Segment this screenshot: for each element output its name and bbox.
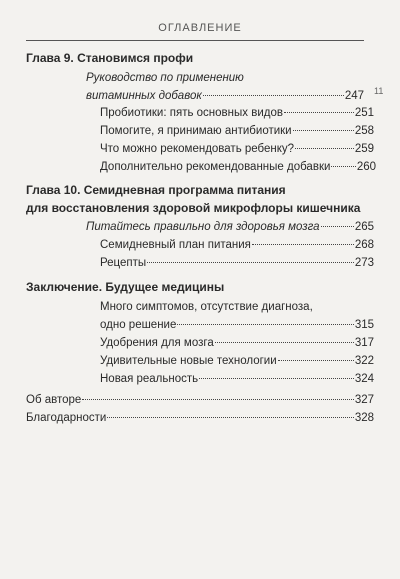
toc-entry-label: одно решение bbox=[100, 319, 177, 331]
toc-entry-page: 268 bbox=[354, 239, 374, 251]
dot-leader bbox=[199, 378, 354, 379]
toc-entry[interactable] bbox=[100, 125, 374, 137]
chapter-10-title-line-1: Глава 10. Семидневная программа питания bbox=[26, 183, 286, 197]
chapter-10-title-line-2: для восстановления здоровой микрофлоры кишечника bbox=[26, 201, 361, 215]
dot-leader bbox=[177, 324, 353, 325]
toc-entry[interactable] bbox=[100, 161, 376, 173]
toc-entry-page: 327 bbox=[354, 394, 374, 406]
toc-entry-brain[interactable] bbox=[86, 221, 374, 233]
toc-entry-symptoms[interactable] bbox=[100, 319, 374, 331]
toc-entry-guide[interactable] bbox=[86, 90, 364, 102]
toc-entry-page: 251 bbox=[354, 107, 374, 119]
header-rule bbox=[26, 40, 364, 41]
toc-entry[interactable] bbox=[100, 257, 374, 269]
toc-entry-page: 322 bbox=[354, 355, 374, 367]
dot-leader bbox=[331, 166, 355, 167]
toc-entry-page: 258 bbox=[354, 125, 374, 137]
dot-leader bbox=[293, 130, 354, 131]
toc-entry-page: 317 bbox=[354, 337, 374, 349]
conclusion-title: Заключение. Будущее медицины bbox=[26, 280, 225, 294]
toc-entry-page: 259 bbox=[354, 143, 374, 155]
toc-entry-label: Благодарности bbox=[26, 412, 107, 424]
toc-entry-label: Дополнительно рекомендованные добавки bbox=[100, 161, 331, 173]
chapter-9-title: Глава 9. Становимся профи bbox=[26, 51, 194, 65]
dot-leader bbox=[82, 399, 354, 400]
dot-leader bbox=[278, 360, 354, 361]
toc-entry-page: 273 bbox=[354, 257, 374, 269]
toc-entry-page: 328 bbox=[354, 412, 374, 424]
dot-leader bbox=[295, 148, 354, 149]
toc-entry-label: Пробиотики: пять основных видов bbox=[100, 107, 283, 119]
toc-entry[interactable] bbox=[100, 143, 374, 155]
toc-entry-page: 260 bbox=[356, 161, 376, 173]
toc-entry[interactable] bbox=[100, 373, 374, 385]
toc-entry[interactable] bbox=[100, 355, 374, 367]
dot-leader bbox=[147, 262, 354, 263]
toc-entry[interactable] bbox=[100, 107, 374, 119]
dot-leader bbox=[203, 95, 344, 96]
dot-leader bbox=[284, 112, 354, 113]
toc-entry-label: Об авторе bbox=[26, 394, 82, 406]
toc-entry[interactable] bbox=[100, 337, 374, 349]
guide-line-1: Руководство по применению bbox=[86, 72, 244, 84]
page-header: ОГЛАВЛЕНИЕ bbox=[158, 22, 242, 34]
toc-entry-acknowledgements[interactable] bbox=[26, 412, 374, 424]
toc-entry-page: 315 bbox=[354, 319, 374, 331]
toc-entry-about-author[interactable] bbox=[26, 394, 374, 406]
dot-leader bbox=[321, 226, 354, 227]
toc-entry-label: Помогите, я принимаю антибиотики bbox=[100, 125, 292, 137]
toc-entry-label: Удивительные новые технологии bbox=[100, 355, 277, 367]
toc-entry-page: 324 bbox=[354, 373, 374, 385]
toc-entry-label: Новая реальность bbox=[100, 373, 199, 385]
toc-entry-label: Семидневный план питания bbox=[100, 239, 251, 251]
toc-entry-label: Что можно рекомендовать ребенку? bbox=[100, 143, 295, 155]
dot-leader bbox=[215, 342, 354, 343]
toc-entry-page: 265 bbox=[354, 221, 374, 233]
toc-entry-label: витаминных добавок bbox=[86, 90, 202, 102]
toc-entry-label: Рецепты bbox=[100, 257, 147, 269]
page-number: 11 bbox=[374, 86, 384, 96]
dot-leader bbox=[252, 244, 354, 245]
toc-entry-label: Удобрения для мозга bbox=[100, 337, 214, 349]
toc-entry-label: Питайтесь правильно для здоровья мозга bbox=[86, 221, 320, 233]
toc-entry-page: 247 bbox=[344, 90, 364, 102]
toc-entry[interactable] bbox=[100, 239, 374, 251]
dot-leader bbox=[107, 417, 354, 418]
symptoms-line-1: Много симптомов, отсутствие диагноза, bbox=[100, 301, 313, 313]
